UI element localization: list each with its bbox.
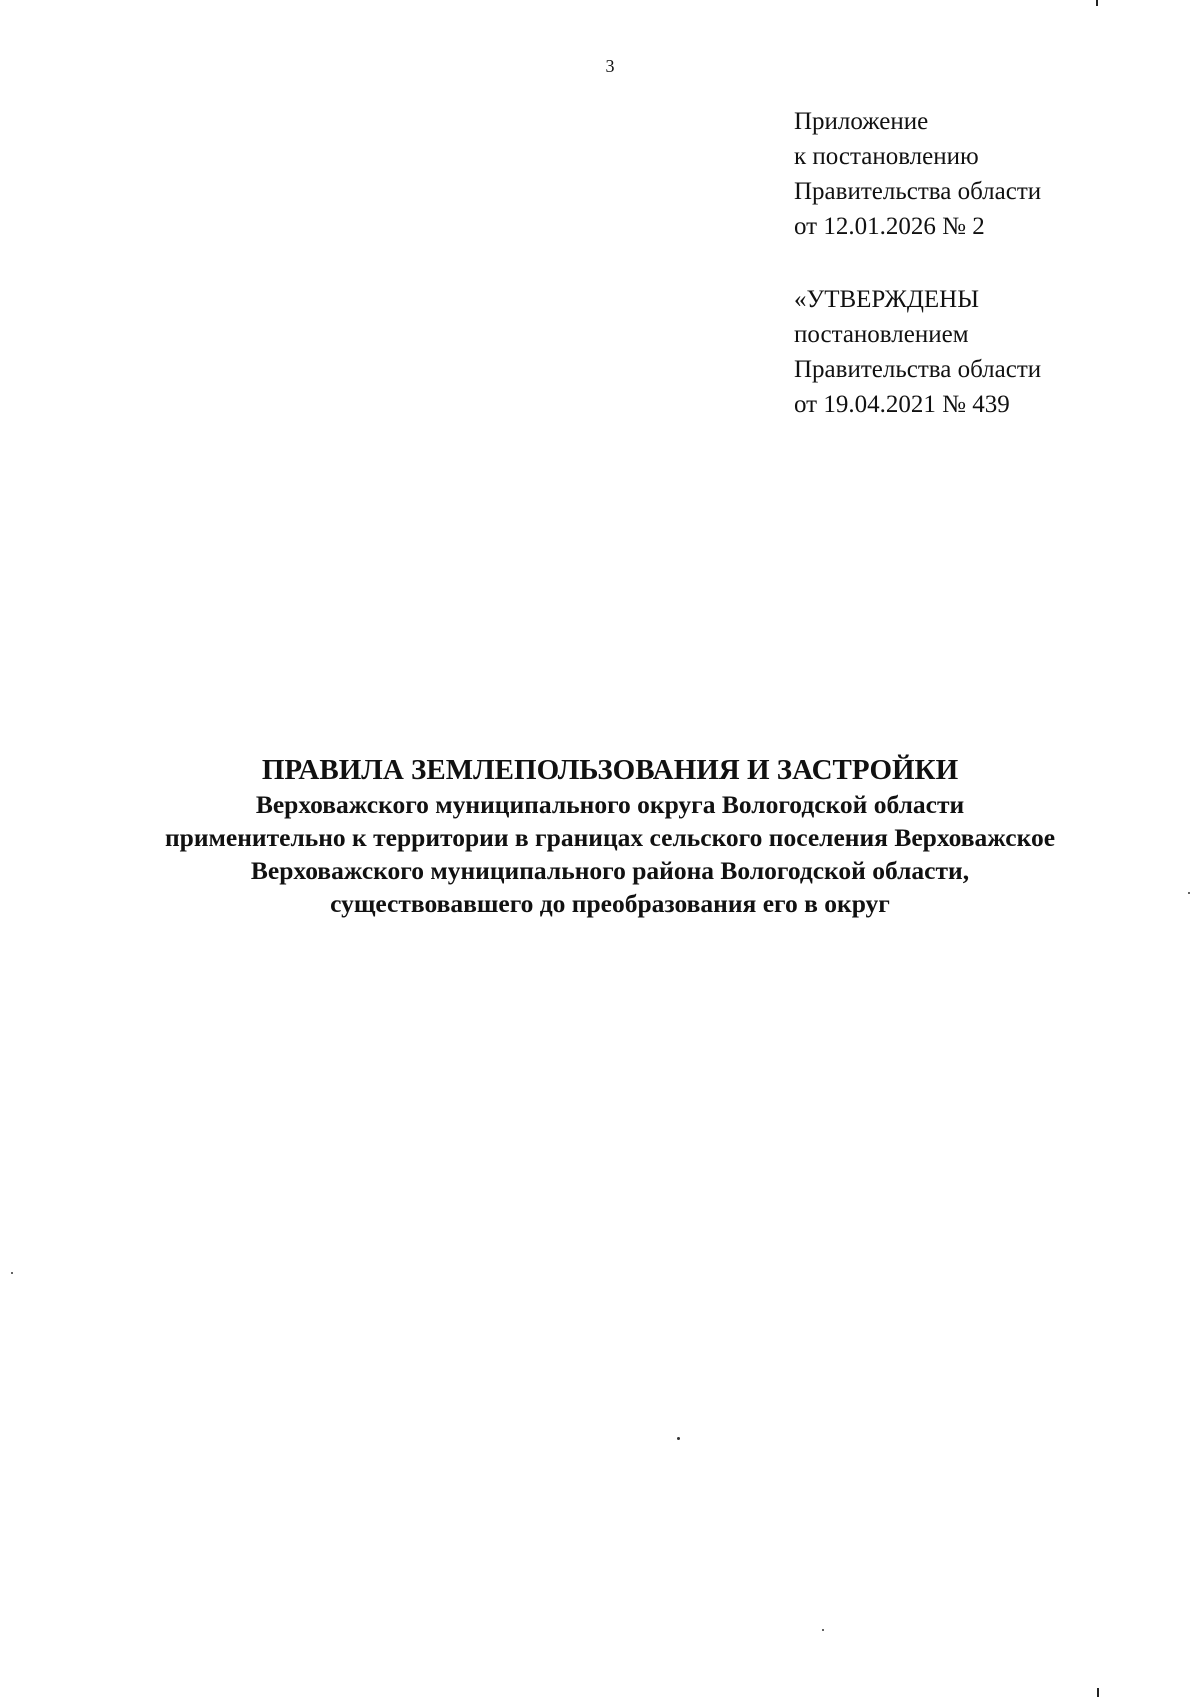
approved-line: «УТВЕРЖДЕНЫ [794, 286, 980, 313]
document-subtitle-line: Верховажского муниципального района Вологодской области, [250, 856, 970, 885]
approved-line: от 19.04.2021 № 439 [794, 391, 1010, 418]
scan-mark [1097, 1688, 1099, 1697]
appendix-line: Правительства области [794, 178, 1042, 205]
document-subtitle-line: Верховажского муниципального округа Вологодской области [255, 790, 965, 819]
document-title-block [0, 752, 1200, 920]
scan-speck [11, 1272, 13, 1274]
scan-speck [677, 1437, 680, 1440]
scan-speck [1188, 892, 1190, 894]
document-subtitle-line: существовавшего до преобразования его в округ [330, 889, 890, 918]
approved-line: постановлением [794, 321, 969, 348]
appendix-line: Приложение [794, 108, 929, 135]
scan-mark [1096, 0, 1098, 6]
appendix-block [794, 104, 1041, 244]
scan-speck [822, 1629, 824, 1631]
appendix-line: от 12.01.2026 № 2 [794, 213, 985, 240]
appendix-line: к постановлению [794, 143, 979, 170]
approved-line: Правительства области [794, 356, 1042, 383]
approved-block [794, 282, 1041, 422]
page-number: 3 [605, 56, 615, 76]
document-subtitle-line: применительно к территории в границах сельского поселения Верховажское [164, 823, 1056, 852]
document-title: ПРАВИЛА ЗЕМЛЕПОЛЬЗОВАНИЯ И ЗАСТРОЙКИ [261, 754, 959, 786]
